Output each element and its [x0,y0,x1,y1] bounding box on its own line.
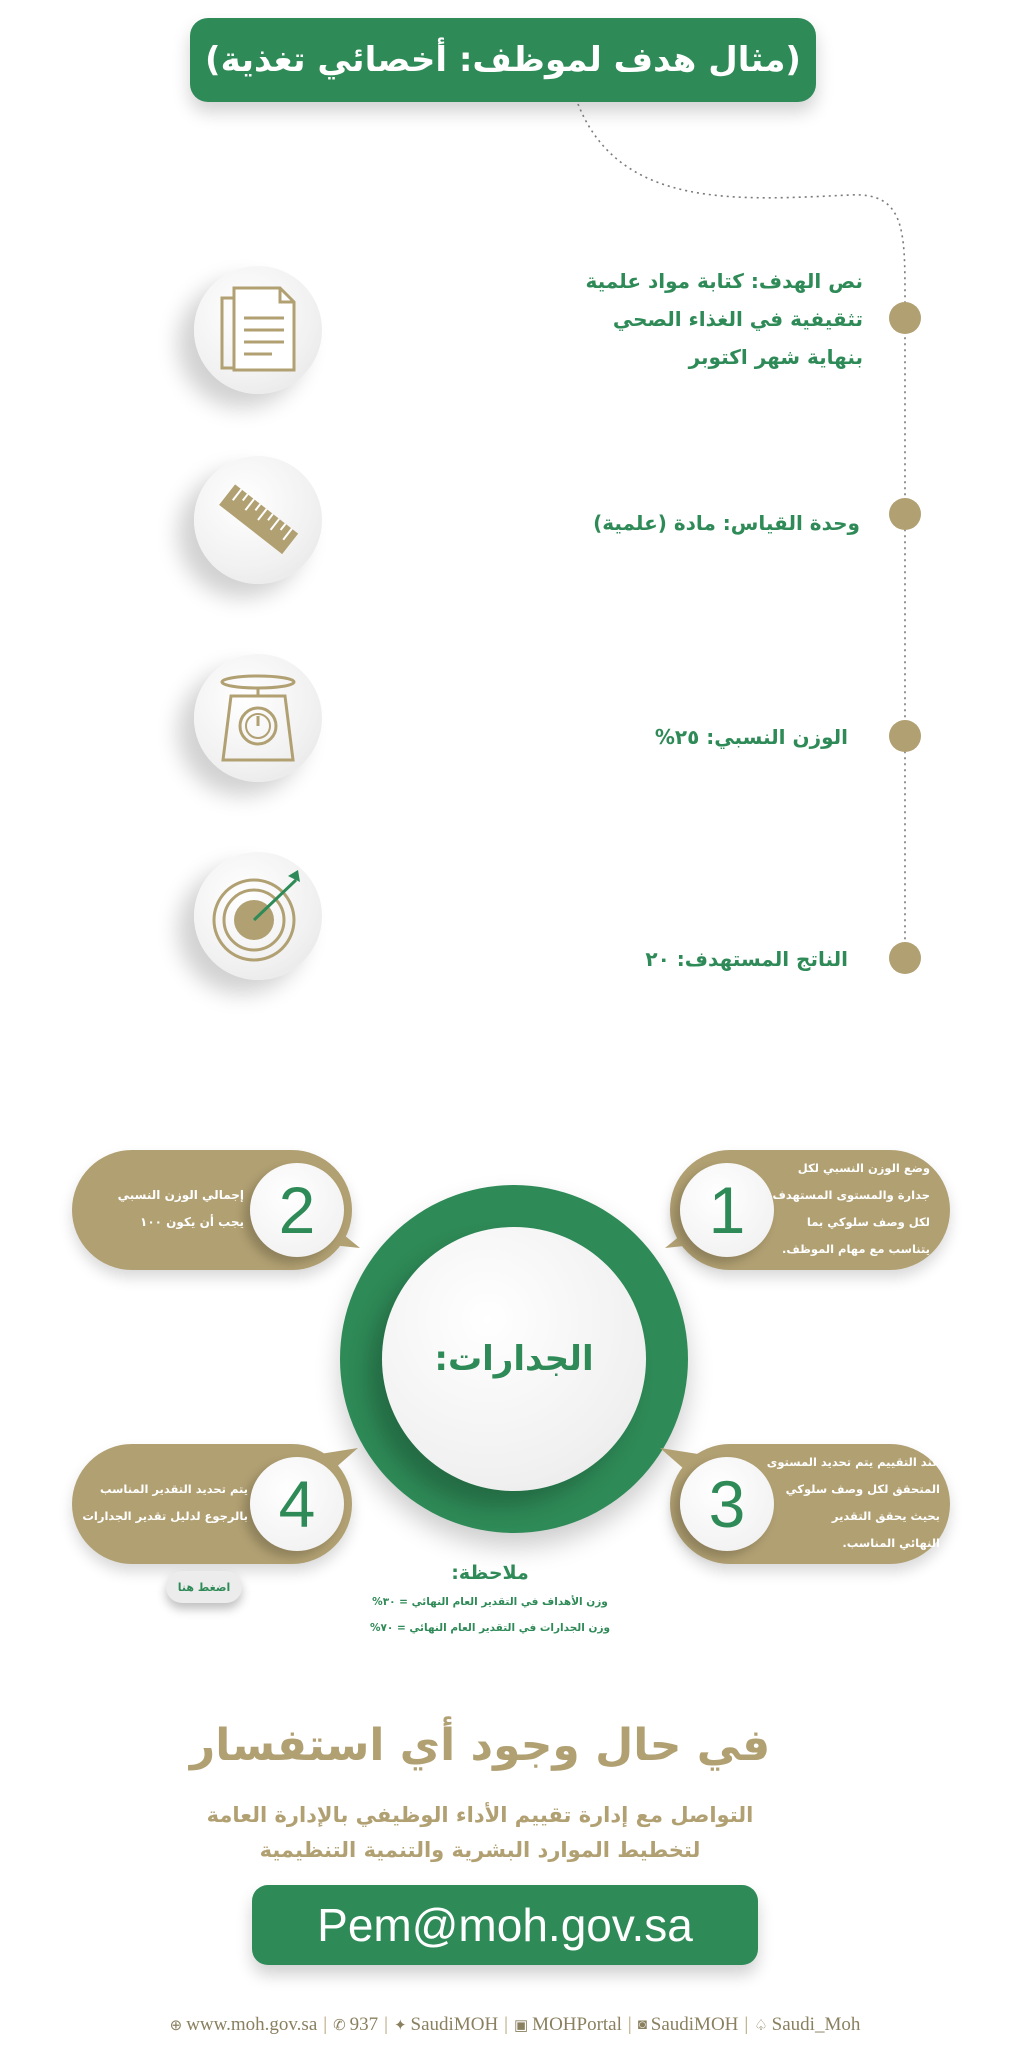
footer-item-youtube[interactable] [509,2014,627,2036]
competency-text-line: يتناسب مع مهام الموظف. [781,1242,930,1256]
footer-label: SaudiMOH [650,2014,739,2035]
footer-separator: | [323,2014,328,2035]
snapchat-icon: ♤ [754,2017,768,2034]
competency-text-line: بحيث يحقق التقدير [831,1509,940,1523]
competency-text-line: النهائي المناسب. [842,1536,940,1550]
goal-icon-circle [194,266,322,394]
footer-item-instagram[interactable] [633,2014,744,2036]
competency-text [84,1182,244,1236]
footer-label: Saudi_Moh [771,2014,861,2035]
inquiry-line: التواصل مع إدارة تقييم الأداء الوظيفي بالإدارة العامة [206,1803,754,1827]
goal-text-row [400,504,860,542]
footer-label: SaudiMOH [410,2014,499,2035]
competency-text-line: جدارة والمستوى المستهدف [772,1188,930,1202]
competency-text-line: المتحقق لكل وصف سلوكي [785,1482,940,1496]
footer-item-phone[interactable] [328,2014,383,2036]
goal-text-row [403,262,863,376]
competency-number: 4 [250,1457,344,1551]
competency-text-line: عند التقييم يتم تحديد المستوى [766,1455,940,1469]
footer-item-website[interactable] [165,2014,323,2036]
timeline-dot-1 [889,302,921,334]
instagram-icon: ◙ [637,2016,647,2033]
competency-text [764,1449,940,1557]
footer-label: MOHPortal [532,2014,622,2035]
globe-icon: ⊕ [169,2017,183,2034]
footer-separator: | [504,2014,508,2035]
timeline-dot-4 [889,942,921,974]
competency-number: 2 [250,1163,344,1257]
goal-icon-circle [194,654,322,782]
goal-text-row [388,718,848,756]
competency-text-line: إجمالي الوزن النسبي [117,1188,244,1202]
target-icon [208,866,308,966]
goal-text-line: بنهاية شهر اكتوبر [688,345,863,369]
goal-text-line: الوزن النسبي: ٢٥% [654,725,848,749]
timeline-dotted-line [0,0,1018,1000]
footer-item-snapchat[interactable] [749,2014,865,2036]
goal-text-row [388,940,848,978]
twitter-icon: ✦ [393,2017,407,2034]
goal-icon-circle [194,456,322,584]
note-line: وزن الأهداف في التقدير العام النهائي = ٣٠% [372,1596,608,1608]
documents-icon [216,280,300,380]
press-here-button[interactable]: اضغط هنا [166,1571,242,1603]
note-line: وزن الجدارات في التقدير العام النهائي = ٧٠% [369,1622,611,1634]
competency-text-line: بالرجوع لدليل تقدير الجدارات [82,1509,248,1523]
competency-text-line: لكل وصف سلوكي بما [806,1215,930,1229]
competency-text-line: يتم تحديد التقدير المناسب [99,1482,248,1496]
goal-text-line: نص الهدف: كتابة مواد علمية [585,269,863,293]
timeline-dot-3 [889,720,921,752]
competency-number: 3 [680,1457,774,1551]
goal-text-line: وحدة القياس: مادة (علمية) [593,511,860,535]
competencies-title: الجدارات: [382,1227,646,1491]
header-title: (مثال هدف لموظف: أخصائي تغذية) [190,18,816,102]
footer-separator: | [384,2014,388,2035]
competency-number: 1 [680,1163,774,1257]
contact-email-link[interactable]: Pem@moh.gov.sa [252,1885,758,1965]
note-title: ملاحظة: [451,1562,529,1584]
footer-label: www.moh.gov.sa [186,2014,318,2035]
competency-text-line: يجب أن يكون ١٠٠ [140,1215,244,1229]
goal-text-line: تثقيفية في الغذاء الصحي [612,307,863,331]
footer-item-twitter[interactable] [389,2014,503,2036]
footer-label: 937 [349,2014,379,2035]
scale-icon [213,668,303,768]
goal-text-line: الناتج المستهدف: ٢٠ [645,947,848,971]
inquiry-title: في حال وجود أي استفسار [189,1720,771,1771]
competency-text-line: وضع الوزن النسبي لكل [797,1161,930,1175]
youtube-icon: ▣ [513,2017,529,2034]
competency-text [78,1476,248,1530]
ruler-icon [208,470,308,570]
footer-separator: | [744,2014,749,2035]
goal-icon-circle [194,852,322,980]
footer-contacts [120,2010,910,2040]
inquiry-line: لتخطيط الموارد البشرية والتنمية التنظيمية [259,1838,701,1862]
phone-icon: ✆ [333,2017,346,2034]
competency-text [770,1155,930,1263]
timeline-dot-2 [889,498,921,530]
footer-separator: | [627,2014,632,2035]
